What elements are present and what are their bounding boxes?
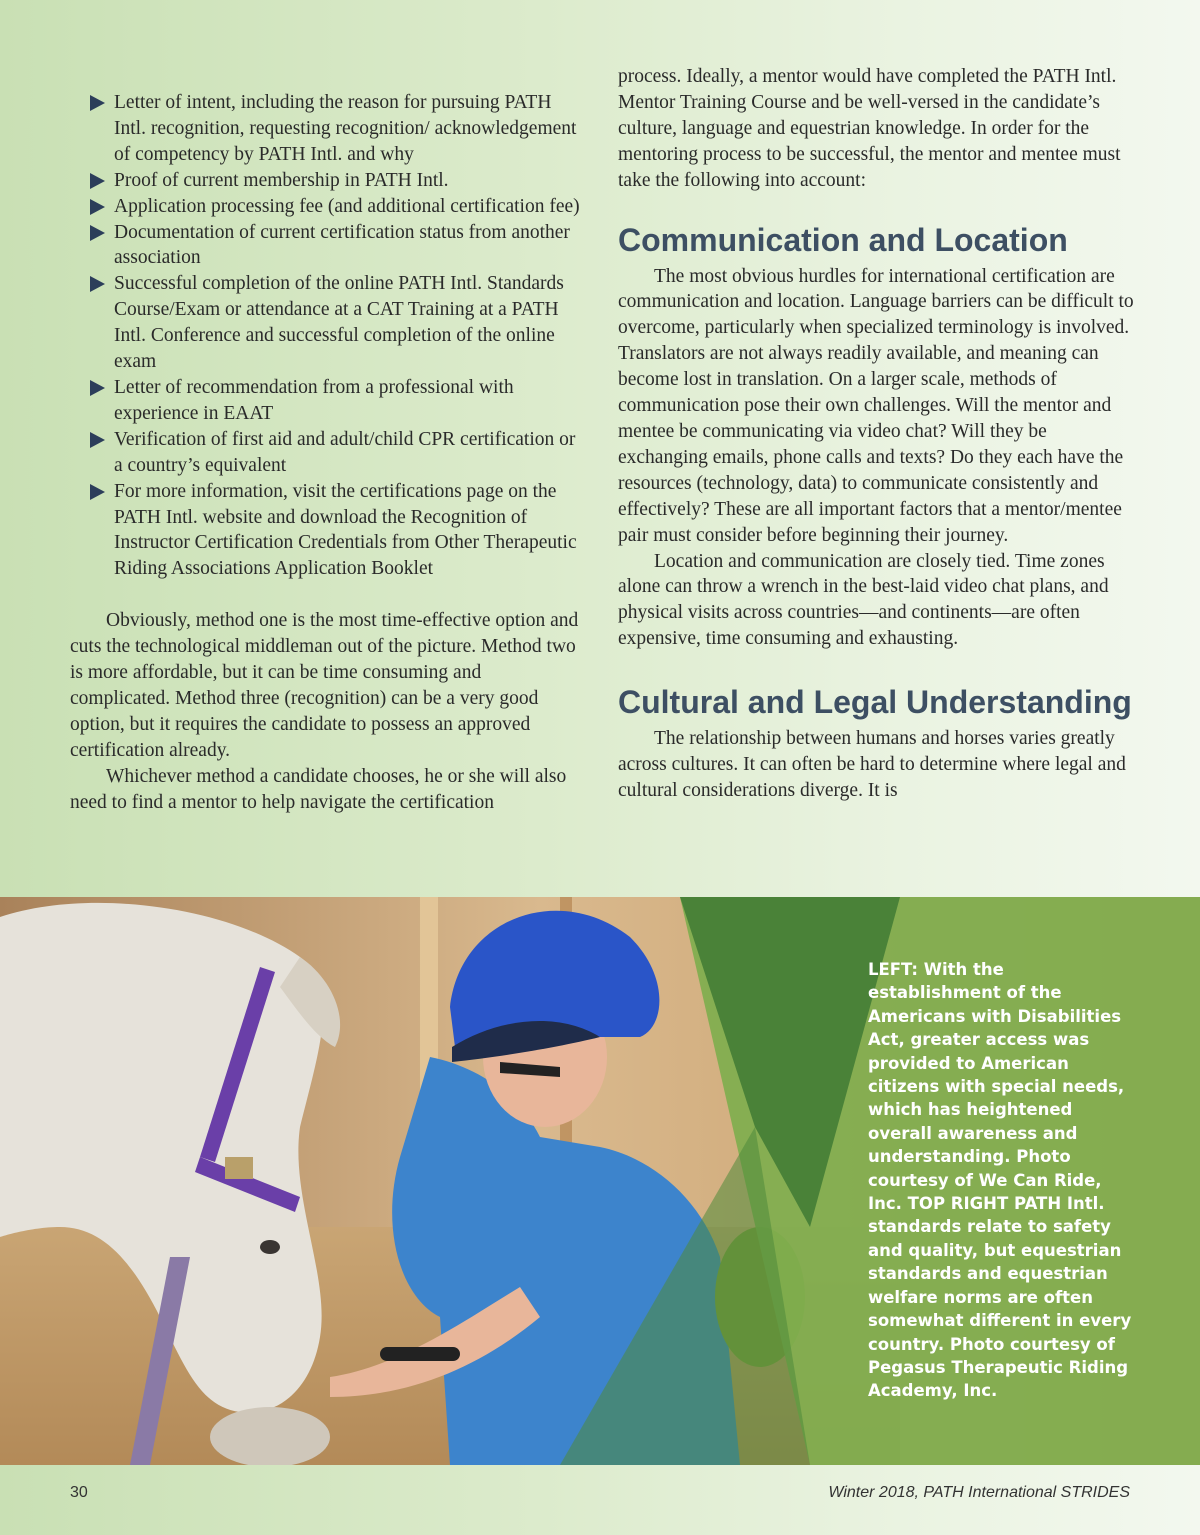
list-item: Documentation of current certification status from another association	[114, 220, 585, 272]
list-item: Application processing fee (and additional certification fee)	[114, 194, 585, 220]
triangle-bullet-icon	[90, 380, 105, 396]
list-item: Proof of current membership in PATH Intl.	[114, 168, 585, 194]
right-column	[618, 64, 1138, 804]
triangle-bullet-icon	[90, 95, 105, 111]
body-paragraph: Whichever method a candidate chooses, he or she will also need to find a mentor to help navigate the certification	[70, 765, 567, 813]
photo-caption: LEFT: With the establishment of the Americans with Disabilities Act, greater access was provided to American citizens with special needs, which has heightened overall awareness and understanding. Photo courtesy of We Can Ride, Inc. TOP RIGHT PATH Intl. standards relate to safety and quality, but equestrian standards and equestrian welfare norms are often somewhat different in every country. Photo courtesy of Pegasus Therapeutic Riding Academy, Inc.	[868, 960, 1132, 1401]
section-heading-cultural: Cultural and Legal Understanding	[618, 684, 1132, 721]
body-paragraph: The most obvious hurdles for international certification are communication and location. Language barriers can be difficult to overcome, particularly when specialized terminology is involved. Translators are not always readily available, and meaning can become lost in translation. On a larger scale, methods of communication pose their own challenges. Will the mentor and mentee be communicating via video chat? Will they be exchanging emails, phone calls and texts? Do they each have the resources (technology, data) to communicate consistently and effectively? These are all important factors that a mentor/mentee pair must consider before beginning their journey.	[618, 265, 1134, 546]
triangle-bullet-icon	[90, 199, 105, 215]
list-item: For more information, visit the certifications page on the PATH Intl. website and download the Recognition of Instructor Certification Credentials from Other Therapeutic Riding Associations Application Booklet	[114, 479, 585, 583]
left-column	[70, 64, 585, 815]
body-paragraph: Obviously, method one is the most time-effective option and cuts the technological middleman out of the picture. Method two is more affordable, but it can be time consuming and complicated. Method three (recognition) can be a very good option, but it requires the candidate to possess an approved certification already.	[70, 610, 579, 761]
page-number: 30	[70, 1484, 88, 1501]
section-heading-communication: Communication and Location	[618, 221, 1068, 258]
list-item: Letter of recommendation from a professional with experience in EAAT	[114, 375, 585, 427]
triangle-bullet-icon	[90, 225, 105, 241]
publication-credit: Winter 2018, PATH International STRIDES	[828, 1484, 1130, 1501]
list-item: Verification of first aid and adult/child CPR certification or a country’s equivalent	[114, 427, 585, 479]
list-item: Successful completion of the online PATH Intl. Standards Course/Exam or attendance at a CAT Training at a PATH Intl. Conference and successful completion of the online exam	[114, 271, 585, 375]
triangle-bullet-icon	[90, 276, 105, 292]
body-paragraph: Location and communication are closely tied. Time zones alone can throw a wrench in the best-laid video chat plans, and physical visits across countries—and continents—are often expensive, time consuming and exhausting.	[618, 550, 1109, 650]
triangle-bullet-icon	[90, 484, 105, 500]
body-paragraph: The relationship between humans and horses varies greatly across cultures. It can often be hard to determine where legal and cultural considerations diverge. It is	[618, 728, 1126, 801]
list-item: Letter of intent, including the reason for pursuing PATH Intl. recognition, requesting recognition/ acknowledgement of competency by PATH Intl. and why	[114, 90, 585, 168]
triangle-bullet-icon	[90, 432, 105, 448]
triangle-bullet-icon	[90, 173, 105, 189]
intro-paragraph: process. Ideally, a mentor would have completed the PATH Intl. Mentor Training Course and be well-versed in the candidate’s culture, language and equestrian knowledge. In order for the mentoring process to be successful, the mentor and mentee must take the following into account:	[618, 66, 1121, 191]
requirements-list	[70, 90, 585, 582]
